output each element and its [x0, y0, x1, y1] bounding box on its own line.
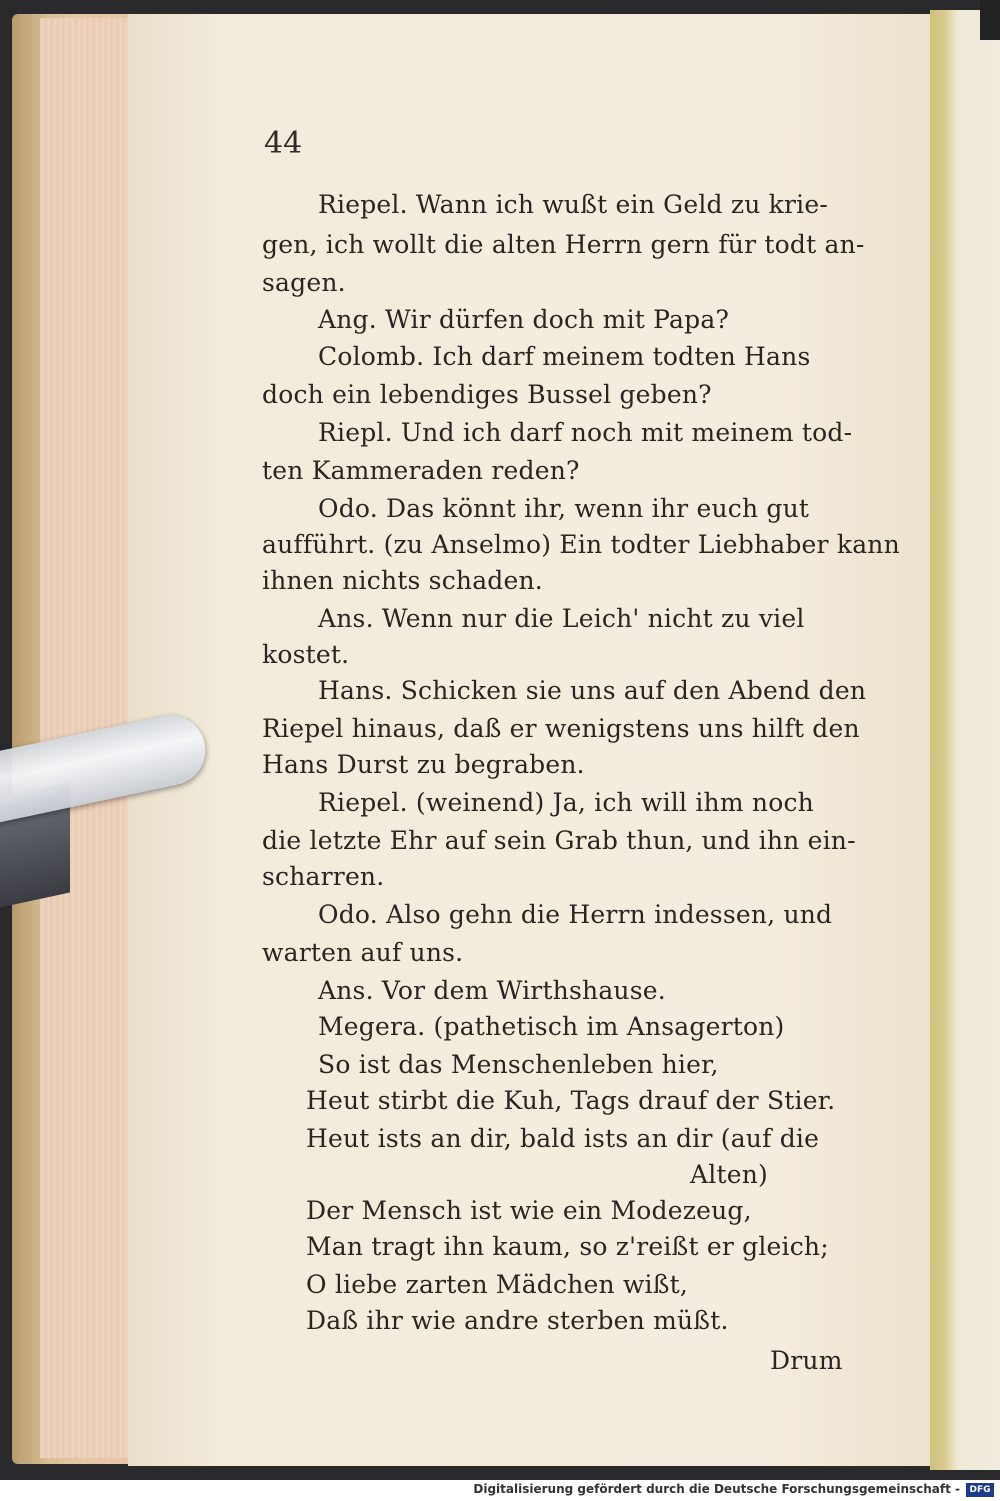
text-line: Odo. Also gehn die Herrn indessen, und	[318, 900, 833, 929]
text-line: Riepl. Und ich darf noch mit meinem tod-	[318, 418, 853, 447]
text-line: Alten)	[690, 1160, 768, 1189]
text-line: Colomb. Ich darf meinem todten Hans	[318, 342, 811, 371]
text-line: Riepel. (weinend) Ja, ich will ihm noch	[318, 788, 814, 817]
footer-credit: Digitalisierung gefördert durch die Deutsche Forschungsgemeinschaft -	[473, 1482, 960, 1496]
dfg-logo: DFG	[966, 1483, 994, 1497]
text-line: kostet.	[262, 640, 350, 669]
text-line: scharren.	[262, 862, 385, 891]
facing-page-edge	[930, 10, 1000, 1470]
text-line: ihnen nichts schaden.	[262, 566, 543, 595]
text-line: aufführt. (zu Anselmo) Ein todter Liebhaber kann	[262, 530, 900, 559]
text-line: gen, ich wollt die alten Herrn gern für todt an-	[262, 230, 865, 259]
text-line: Hans. Schicken sie uns auf den Abend den	[318, 676, 867, 705]
text-line: So ist das Menschenleben hier,	[318, 1050, 719, 1079]
text-line: Der Mensch ist wie ein Modezeug,	[306, 1196, 752, 1225]
text-line: ten Kammeraden reden?	[262, 456, 580, 485]
text-line: doch ein lebendiges Bussel geben?	[262, 380, 712, 409]
text-line: warten auf uns.	[262, 938, 464, 967]
text-line: Ang. Wir dürfen doch mit Papa?	[318, 305, 730, 334]
text-line: Odo. Das könnt ihr, wenn ihr euch gut	[318, 494, 810, 523]
footer-bar	[0, 1480, 1000, 1501]
text-line: Hans Durst zu begraben.	[262, 750, 585, 779]
text-line: Megera. (pathetisch im Ansagerton)	[318, 1012, 785, 1041]
text-line: Drum	[770, 1346, 843, 1375]
page-number: 44	[264, 126, 303, 161]
text-line: Daß ihr wie andre sterben müßt.	[306, 1306, 729, 1335]
text-line: sagen.	[262, 268, 346, 297]
text-line: O liebe zarten Mädchen wißt,	[306, 1270, 689, 1299]
scan-corner	[980, 0, 1000, 40]
text-line: Heut stirbt die Kuh, Tags drauf der Stier.	[306, 1086, 836, 1115]
text-line: Man tragt ihn kaum, so z'reißt er gleich;	[306, 1232, 829, 1261]
text-line: die letzte Ehr auf sein Grab thun, und ihn ein-	[262, 826, 856, 855]
text-line: Ans. Vor dem Wirthshause.	[318, 976, 666, 1005]
text-line: Heut ists an dir, bald ists an dir (auf die	[306, 1124, 820, 1153]
text-line: Riepel hinaus, daß er wenigstens uns hilft den	[262, 714, 860, 743]
text-line: Ans. Wenn nur die Leich' nicht zu viel	[318, 604, 805, 633]
text-line: Riepel. Wann ich wußt ein Geld zu krie-	[318, 190, 829, 219]
